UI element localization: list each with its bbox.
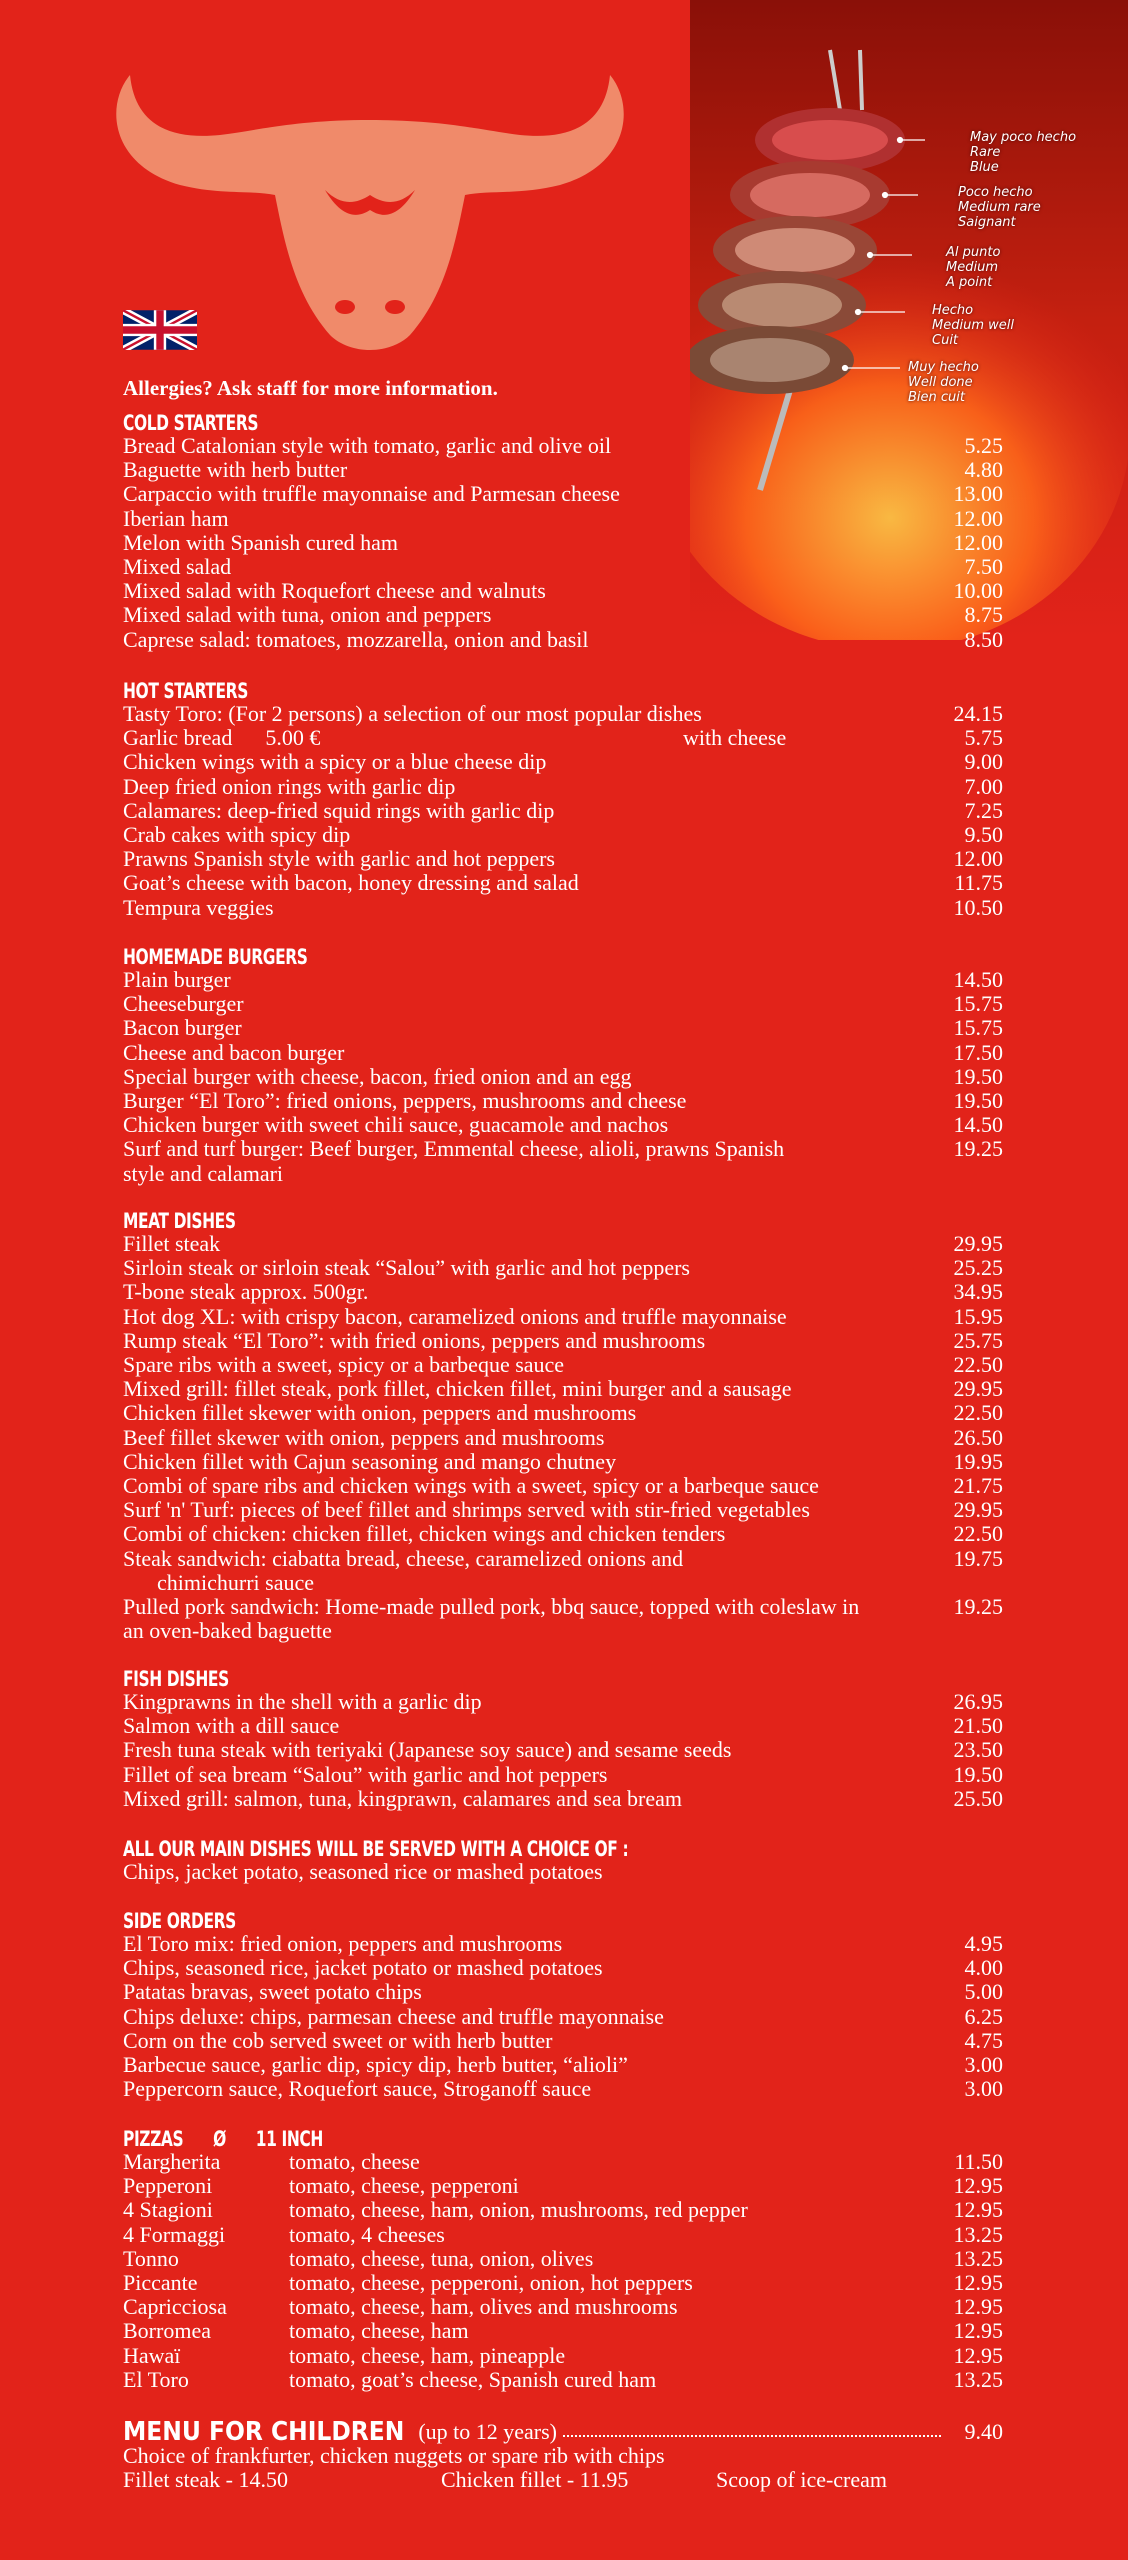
section-title: ALL OUR MAIN DISHES WILL BE SERVED WITH A CHOICE OF :: [123, 1837, 629, 1861]
menu-item: [123, 1450, 1003, 1474]
item-name: Mixed grill: fillet steak, pork fillet, chicken fillet, mini burger and a sausage: [123, 1376, 792, 1402]
item-price: 6.25: [964, 2003, 1003, 2029]
dotted-leader: [563, 2435, 941, 2437]
menu-item: [123, 579, 1003, 603]
item-price: 12.95: [953, 2270, 1003, 2296]
pizza-item: [123, 2247, 1003, 2271]
item-name: Peppercorn sauce, Roquefort sauce, Stroganoff sauce: [123, 2076, 592, 2102]
pizza-item: [123, 2295, 1003, 2319]
item-name: Caprese salad: tomatoes, mozzarella, onion and basil: [123, 626, 589, 652]
pizza-name: Pepperoni: [123, 2173, 213, 2199]
item-name: Rump steak “El Toro”: with fried onions, peppers and mushrooms: [123, 1327, 706, 1353]
pizza-desc: tomato, cheese, ham, olives and mushrooms: [289, 2294, 678, 2320]
pizza-desc: tomato, cheese, ham: [289, 2318, 469, 2344]
item-price: 22.50: [953, 1521, 1003, 1547]
item-name: Patatas bravas, sweet potato chips: [123, 1979, 422, 2005]
item-name: Barbecue sauce, garlic dip, spicy dip, herb butter, “alioli”: [123, 2052, 628, 2078]
pizza-name: Piccante: [123, 2270, 198, 2296]
item-price: 26.95: [953, 1689, 1003, 1714]
doneness-text: Al punto: [946, 245, 1001, 260]
menu-item: [123, 628, 1003, 652]
pizza-desc: tomato, 4 cheeses: [289, 2221, 445, 2247]
item-price: 15.75: [953, 991, 1003, 1017]
item-price: 19.50: [953, 1063, 1003, 1089]
doneness-text: Saignant: [958, 215, 1016, 230]
menu-item: [123, 1738, 1003, 1762]
doneness-text: Muy hecho: [908, 360, 979, 375]
item-price: 3.00: [964, 2076, 1003, 2102]
menu-item: [123, 458, 1003, 482]
meat-section: [123, 1208, 1003, 1643]
item-name: Bacon burger: [123, 1015, 242, 1041]
menu-item: [123, 968, 1003, 992]
item-name: Surf and turf burger: Beef burger, Emmental cheese, alioli, prawns Spanish style and calamari: [123, 1136, 785, 1186]
item-name: Fillet steak: [123, 1231, 221, 1256]
menu-item: [123, 434, 1003, 458]
item-price: 25.25: [953, 1255, 1003, 1281]
item-price: 21.50: [953, 1713, 1003, 1739]
menu-item: [123, 531, 1003, 555]
item-price: 19.50: [953, 1088, 1003, 1114]
item-price: 7.50: [964, 554, 1003, 580]
item-name: Prawns Spanish style with garlic and hot peppers: [123, 846, 555, 872]
item-price: 5.75: [964, 725, 1003, 751]
cold-starters-section: [123, 410, 1003, 652]
menu-item: [123, 992, 1003, 1016]
doneness-text: Poco hecho: [958, 185, 1033, 200]
item-name: Chips, seasoned rice, jacket potato or mashed potatoes: [123, 1955, 603, 1981]
pizza-item: [123, 2319, 1003, 2343]
item-price: 19.25: [953, 1136, 1003, 1162]
pizza-name: Hawaï: [123, 2342, 181, 2368]
item-price: 12.95: [953, 2197, 1003, 2223]
sides-section: [123, 1908, 1003, 2101]
item-name: Combi of spare ribs and chicken wings with a sweet, spicy or a barbeque sauce: [123, 1473, 819, 1499]
menu-item: [123, 1113, 1003, 1137]
item-price: 13.25: [953, 2245, 1003, 2271]
doneness-text: Medium well: [932, 318, 1014, 333]
item-name: Mixed salad with Roquefort cheese and walnuts: [123, 578, 546, 604]
item-name: Mixed salad with tuna, onion and peppers: [123, 602, 492, 628]
item-price: 26.50: [953, 1424, 1003, 1450]
pizza-name: Borromea: [123, 2318, 211, 2344]
item-price: 3.00: [964, 2052, 1003, 2078]
pizza-item: [123, 2368, 1003, 2392]
item-name: Deep fried onion rings with garlic dip: [123, 773, 456, 799]
item-name: Cheese and bacon burger: [123, 1039, 345, 1065]
item-name: Iberian ham: [123, 505, 229, 531]
item-price: 9.50: [964, 822, 1003, 848]
children-options: [123, 2468, 1003, 2492]
pizza-desc: tomato, cheese, ham, pineapple: [289, 2342, 566, 2368]
item-name: Pulled pork sandwich: Home-made pulled pork, bbq sauce, topped with coleslaw in an oven-baked baguette: [123, 1594, 860, 1644]
item-name: Calamares: deep-fried squid rings with garlic dip: [123, 797, 555, 823]
menu-item: [123, 1690, 1003, 1714]
item-price: 12.00: [953, 846, 1003, 872]
item-name: Fresh tuna steak with teriyaki (Japanese soy sauce) and sesame seeds: [123, 1737, 732, 1763]
doneness-text: Blue: [970, 160, 999, 175]
children-header: [123, 2417, 1003, 2447]
menu-item: [123, 1980, 1003, 2004]
item-name: Burger “El Toro”: fried onions, peppers, mushrooms and cheese: [123, 1088, 687, 1114]
item-price: 12.95: [953, 2342, 1003, 2368]
hot-starters-section: [123, 678, 1003, 920]
menu-item: [123, 1498, 1003, 1522]
menu-item: [123, 1547, 1003, 1595]
menu-item: [123, 896, 1003, 920]
menu-item: [123, 1137, 1003, 1185]
item-name: Combi of chicken: chicken fillet, chicken wings and chicken tenders: [123, 1521, 726, 1547]
pizza-name: Margherita: [123, 2149, 221, 2174]
item-price: 4.95: [964, 1931, 1003, 1956]
item-price: 14.50: [953, 1112, 1003, 1138]
item-name: Hot dog XL: with crispy bacon, caramelized onions and truffle mayonnaise: [123, 1303, 787, 1329]
item-name: Fillet of sea bream “Salou” with garlic and hot peppers: [123, 1761, 608, 1787]
section-title: PIZZAS Ø 11 INCH: [123, 2127, 323, 2151]
item-name: Melon with Spanish cured ham: [123, 529, 398, 555]
menu-item: [123, 1932, 1003, 1956]
item-price: 13.00: [953, 481, 1003, 507]
item-price: 34.95: [953, 1279, 1003, 1305]
item-name: Chicken fillet skewer with onion, peppers and mushrooms: [123, 1400, 637, 1426]
section-title: MEAT DISHES: [123, 1209, 236, 1233]
item-name: Sirloin steak or sirloin steak “Salou” with garlic and hot peppers: [123, 1255, 690, 1281]
menu-item: [123, 750, 1003, 774]
item-name: El Toro mix: fried onion, peppers and mushrooms: [123, 1931, 563, 1956]
item-price: 17.50: [953, 1039, 1003, 1065]
item-name: Carpaccio with truffle mayonnaise and Parmesan cheese: [123, 481, 620, 507]
children-section: [123, 2417, 1003, 2493]
pizza-item: [123, 2174, 1003, 2198]
doneness-text: Well done: [908, 375, 973, 390]
doneness-label-well-done: [908, 360, 979, 405]
uk-flag-icon[interactable]: [123, 310, 197, 350]
item-price: 13.25: [953, 2366, 1003, 2392]
item-name: Chips, jacket potato, seasoned rice or mashed potatoes: [123, 1859, 603, 1884]
item-name: Tasty Toro: (For 2 persons) a selection of our most popular dishes: [123, 701, 702, 726]
pizza-desc: tomato, goat’s cheese, Spanish cured ham: [289, 2366, 657, 2392]
item-price: 4.75: [964, 2027, 1003, 2053]
item-name: Chips deluxe: chips, parmesan cheese and truffle mayonnaise: [123, 2003, 664, 2029]
menu-item: [123, 1280, 1003, 1304]
menu-item: [123, 1065, 1003, 1089]
menu-item: [123, 775, 1003, 799]
item-name: Mixed grill: salmon, tuna, kingprawn, calamares and sea bream: [123, 1785, 682, 1811]
menu-item: [123, 1426, 1003, 1450]
item-name: Beef fillet skewer with onion, peppers and mushrooms: [123, 1424, 605, 1450]
item-name-cont: chimichurri sauce: [157, 1569, 314, 1595]
bull-logo-icon: [100, 45, 640, 355]
menu-item: [123, 2029, 1003, 2053]
item-name: Kingprawns in the shell with a garlic dip: [123, 1689, 482, 1714]
menu-item: [123, 1232, 1003, 1256]
menu-item: [123, 1353, 1003, 1377]
item-name: Garlic bread 5.00 €: [123, 725, 321, 751]
item-name: Chicken fillet with Cajun seasoning and mango chutney: [123, 1448, 617, 1474]
item-price: 8.75: [964, 602, 1003, 628]
pizza-name: Tonno: [123, 2245, 179, 2271]
pizzas-section: [123, 2126, 1003, 2392]
item-name-line: Steak sandwich: ciabatta bread, cheese, caramelized onions and: [123, 1545, 684, 1571]
item-name: Baguette with herb butter: [123, 457, 348, 483]
item-price: 22.50: [953, 1352, 1003, 1378]
section-title: SIDE ORDERS: [123, 1909, 236, 1933]
menu-item: [123, 702, 1003, 726]
fish-section: [123, 1666, 1003, 1811]
menu-item: [123, 1763, 1003, 1787]
menu-item: [123, 507, 1003, 531]
menu-item: [123, 799, 1003, 823]
menu-item: [123, 1522, 1003, 1546]
item-price: 29.95: [953, 1231, 1003, 1256]
doneness-text: A point: [946, 275, 993, 290]
pizza-desc: tomato, cheese: [289, 2149, 420, 2174]
menu-item: [123, 847, 1003, 871]
item-price: 9.40: [964, 2419, 1003, 2444]
item-price: 24.15: [953, 701, 1003, 726]
doneness-text: Bien cuit: [908, 390, 965, 405]
item-price: 25.75: [953, 1327, 1003, 1353]
item-price: 23.50: [953, 1737, 1003, 1763]
item-name: Choice of frankfurter, chicken nuggets or spare rib with chips: [123, 2443, 665, 2469]
child-option: Scoop of ice-cream: [716, 2467, 888, 2493]
doneness-label-rare: [970, 130, 1076, 175]
children-age: (up to 12 years): [418, 2419, 558, 2444]
menu-item: [123, 555, 1003, 579]
item-price: 7.25: [964, 797, 1003, 823]
doneness-text: Rare: [970, 145, 1001, 160]
item-price: 13.25: [953, 2221, 1003, 2247]
pizza-item: [123, 2223, 1003, 2247]
item-price: 12.95: [953, 2294, 1003, 2320]
menu-item: [123, 1377, 1003, 1401]
pizza-desc: tomato, cheese, pepperoni: [289, 2173, 519, 2199]
allergies-notice: Allergies? Ask staff for more information.: [123, 376, 498, 400]
doneness-label-medium-well: [932, 303, 1014, 348]
item-price: 29.95: [953, 1376, 1003, 1402]
item-name: Tempura veggies: [123, 894, 274, 920]
item-price: 19.25: [953, 1594, 1003, 1620]
item-price: 12.95: [953, 2318, 1003, 2344]
doneness-text: Cuit: [932, 333, 959, 348]
item-price: 19.75: [953, 1545, 1003, 1571]
item-name: Mixed salad: [123, 554, 232, 580]
item-price: 10.00: [953, 578, 1003, 604]
pizza-name: 4 Stagioni: [123, 2197, 213, 2223]
item-price: 21.75: [953, 1473, 1003, 1499]
menu-item: [123, 1305, 1003, 1329]
item-name: Cheeseburger: [123, 991, 244, 1017]
doneness-text: Medium: [946, 260, 998, 275]
menu-item: [123, 1016, 1003, 1040]
pizza-desc: tomato, cheese, pepperoni, onion, hot peppers: [289, 2270, 693, 2296]
pizza-item: [123, 2198, 1003, 2222]
menu-item: [123, 1401, 1003, 1425]
doneness-text: Hecho: [932, 303, 974, 318]
child-option: Chicken fillet - 11.95: [441, 2467, 629, 2493]
pizza-name: Capricciosa: [123, 2294, 227, 2320]
pizza-desc: tomato, cheese, tuna, onion, olives: [289, 2245, 594, 2271]
doneness-text: Medium rare: [958, 200, 1041, 215]
pizza-item: [123, 2271, 1003, 2295]
menu-item: [123, 726, 1003, 750]
item-price: 19.50: [953, 1761, 1003, 1787]
section-title: MENU FOR CHILDREN: [123, 2417, 405, 2447]
item-price: 9.00: [964, 749, 1003, 775]
doneness-label-medium-rare: [958, 185, 1041, 230]
main-choice-section: [123, 1836, 1003, 1884]
item-price: 22.50: [953, 1400, 1003, 1426]
menu-item: [123, 1256, 1003, 1280]
menu-item: [123, 1089, 1003, 1113]
item-variant: with cheese: [683, 725, 787, 751]
pizza-item: [123, 2344, 1003, 2368]
item-price: 11.50: [954, 2149, 1003, 2174]
menu-item: [123, 2077, 1003, 2101]
menu-item: [123, 2005, 1003, 2029]
item-price: 4.80: [964, 457, 1003, 483]
menu-item: [123, 482, 1003, 506]
item-name: Chicken wings with a spicy or a blue cheese dip: [123, 749, 547, 775]
section-title: HOMEMADE BURGERS: [123, 945, 308, 969]
choice-text: [123, 1860, 1003, 1884]
item-price: 12.00: [953, 529, 1003, 555]
item-price: 14.50: [953, 967, 1003, 992]
item-price: 5.00: [964, 1979, 1003, 2005]
menu-item: [123, 1474, 1003, 1498]
section-title: HOT STARTERS: [123, 679, 248, 703]
doneness-text: May poco hecho: [970, 130, 1077, 145]
item-name: [123, 1547, 923, 1595]
item-name: Corn on the cob served sweet or with herb butter: [123, 2027, 553, 2053]
section-title: COLD STARTERS: [123, 411, 259, 435]
item-price: 8.50: [964, 626, 1003, 652]
item-price: 15.95: [953, 1303, 1003, 1329]
item-price: 11.75: [954, 870, 1003, 896]
item-name: Salmon with a dill sauce: [123, 1713, 340, 1739]
burgers-section: [123, 944, 1003, 1186]
item-price: 5.25: [964, 433, 1003, 458]
item-price: 10.50: [953, 894, 1003, 920]
menu-item: [123, 1329, 1003, 1353]
menu-item: [123, 823, 1003, 847]
item-price: 25.50: [953, 1785, 1003, 1811]
menu-item: [123, 1787, 1003, 1811]
pizza-desc: tomato, cheese, ham, onion, mushrooms, red pepper: [289, 2197, 748, 2223]
item-name: Spare ribs with a sweet, spicy or a barbeque sauce: [123, 1352, 565, 1378]
menu-item: [123, 871, 1003, 895]
menu-item: [123, 1956, 1003, 1980]
item-name: Bread Catalonian style with tomato, garlic and olive oil: [123, 433, 612, 458]
section-title: FISH DISHES: [123, 1667, 229, 1691]
menu-item: [123, 2053, 1003, 2077]
pizza-name: 4 Formaggi: [123, 2221, 226, 2247]
item-price: 4.00: [964, 1955, 1003, 1981]
pizza-item: [123, 2150, 1003, 2174]
item-price: 29.95: [953, 1497, 1003, 1523]
item-name: Crab cakes with spicy dip: [123, 822, 351, 848]
menu-item: [123, 1041, 1003, 1065]
item-price: 12.00: [953, 505, 1003, 531]
item-name: Plain burger: [123, 967, 231, 992]
item-price: 19.95: [953, 1448, 1003, 1474]
item-price: 15.75: [953, 1015, 1003, 1041]
doneness-label-medium: [946, 245, 1000, 290]
menu-item: [123, 1714, 1003, 1738]
item-name: T-bone steak approx. 500gr.: [123, 1279, 369, 1305]
item-price: 7.00: [964, 773, 1003, 799]
item-name: Special burger with cheese, bacon, fried onion and an egg: [123, 1063, 632, 1089]
item-price: 12.95: [953, 2173, 1003, 2199]
item-name: Goat’s cheese with bacon, honey dressing and salad: [123, 870, 579, 896]
item-name: Chicken burger with sweet chili sauce, guacamole and nachos: [123, 1112, 669, 1138]
pizza-name: El Toro: [123, 2366, 189, 2392]
menu-item: [123, 1595, 1003, 1643]
item-name: Surf 'n' Turf: pieces of beef fillet and shrimps served with stir-fried vegetables: [123, 1497, 810, 1523]
child-option: Fillet steak - 14.50: [123, 2467, 288, 2493]
children-choice: [123, 2444, 1003, 2468]
menu-item: [123, 603, 1003, 627]
